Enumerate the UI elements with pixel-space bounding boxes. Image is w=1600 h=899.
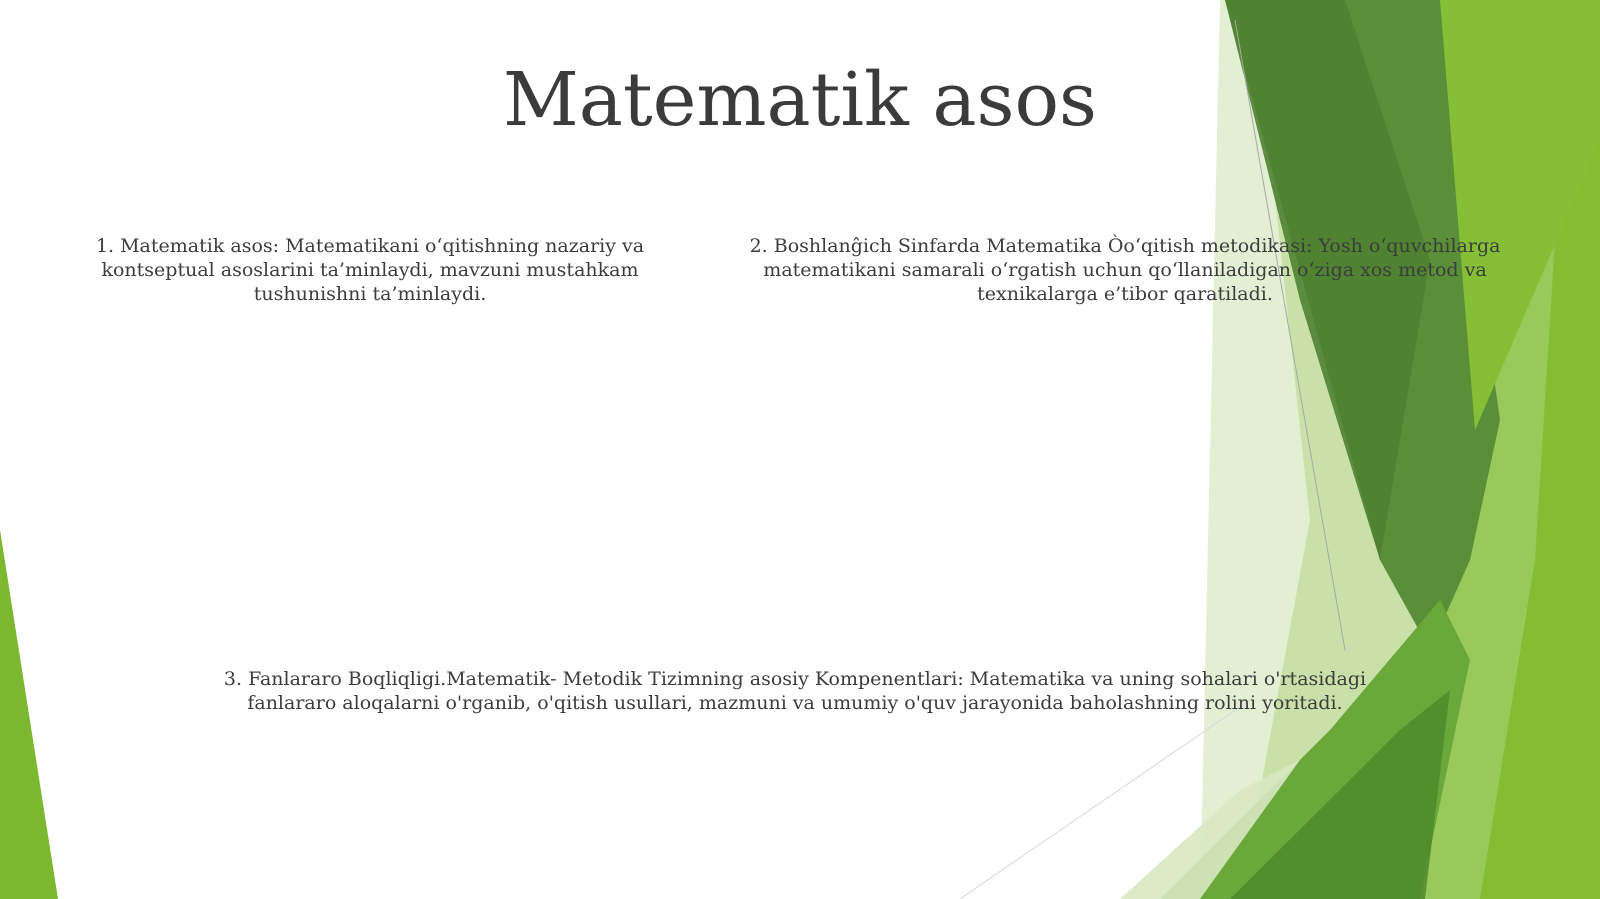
paragraph-1: 1. Matematik asos: Matematikani o‘qitishning nazariy va kontseptual asoslarini ta’minlaydi, mavzuni mustahkam tushunishni ta’minlaydi. xyxy=(95,235,645,305)
left-green-sliver xyxy=(0,530,58,899)
paragraph-2: 2. Boshlanĝich Sinfarda Matematika Òo‘qitish metodikasi: Yosh o‘quvchilarga matematikani samarali o‘rgatish uchun qo‘llaniladigan o‘ziga xos metod va texnikalarga e’tibor qaratiladi. xyxy=(749,235,1501,305)
slide-title: Matematik asos xyxy=(502,57,1098,143)
paragraph-3: 3. Fanlararo Boqliqligi.Matematik- Metodik Tizimning asosiy Kompenentlari: Matematika va uning sohalari o'rtasidagi fanlararo aloqalarni o'rganib, o'qitish usullari, mazmuni va umumiy o'quv jarayonida baholashning rolini yoritadi. xyxy=(223,668,1367,714)
